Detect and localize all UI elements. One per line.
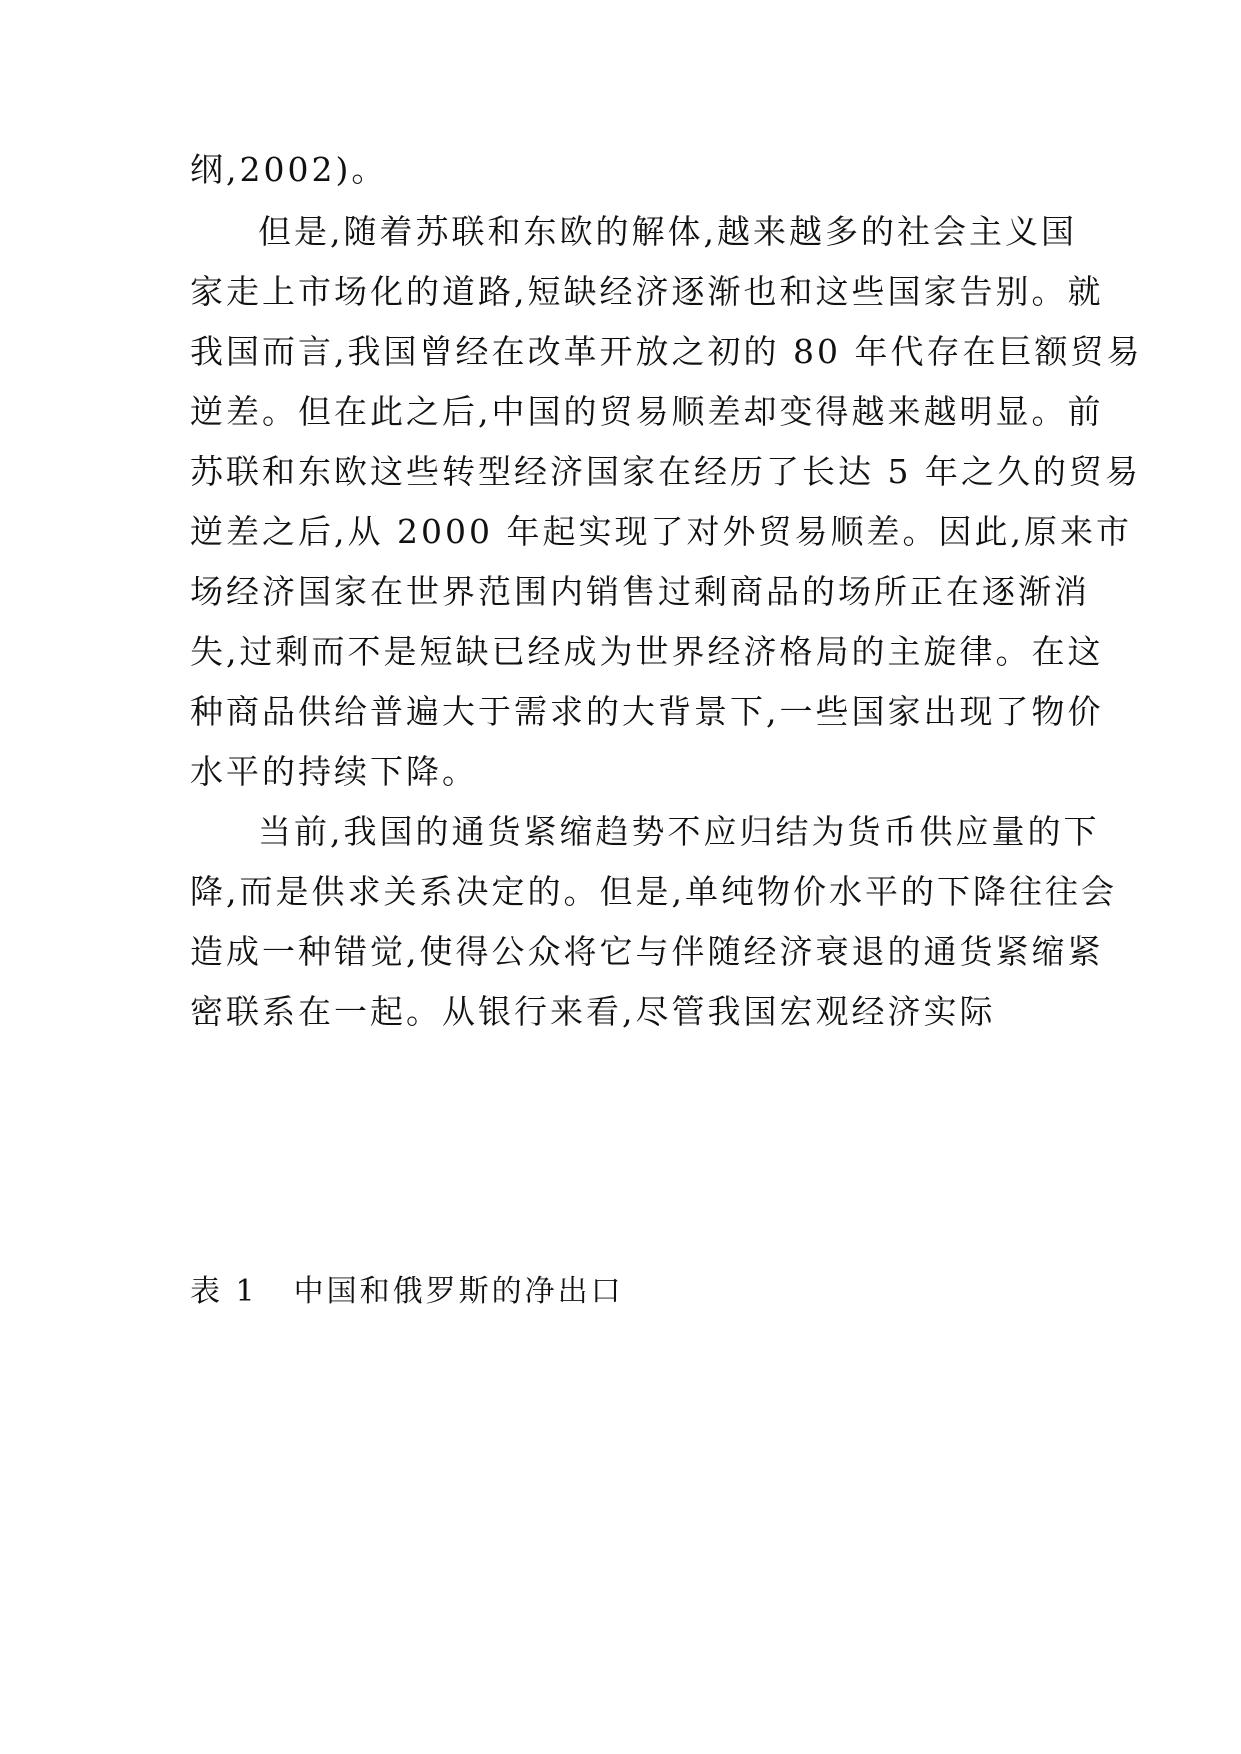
table-caption: [190, 1272, 624, 1312]
paragraph-line: 我国而言,我国曾经在改革开放之初的 80 年代存在巨额贸易: [190, 332, 1143, 371]
paragraph-line: 但是,随着苏联和东欧的解体,越来越多的社会主义国: [258, 212, 1077, 251]
paragraph-line: 纲,2002)。: [190, 150, 388, 189]
paragraph-line: 失,过剩而不是短缺已经成为世界经济格局的主旋律。在这: [190, 632, 1104, 671]
paragraph-line: 水平的持续下降。: [190, 752, 478, 791]
paragraph-line: 密联系在一起。从银行来看,尽管我国宏观经济实际: [190, 992, 996, 1031]
table-caption-label: 表 1: [190, 1274, 258, 1309]
paragraph-line: 场经济国家在世界范围内销售过剩商品的场所正在逐渐消: [190, 572, 1090, 611]
paragraph-line: 当前,我国的通货紧缩趋势不应归结为货币供应量的下: [258, 812, 1100, 851]
paragraph-line: 降,而是供求关系决定的。但是,单纯物价水平的下降往往会: [190, 872, 1117, 911]
paragraph-line: 造成一种错觉,使得公众将它与伴随经济衰退的通货紧缩紧: [190, 932, 1104, 971]
paragraph-line: 家走上市场化的道路,短缺经济逐渐也和这些国家告别。就: [190, 272, 1104, 311]
paragraph-line: 种商品供给普遍大于需求的大背景下,一些国家出现了物价: [190, 692, 1104, 731]
table-caption-title: 中国和俄罗斯的净出口: [293, 1274, 624, 1309]
paragraph-line: 逆差之后,从 2000 年起实现了对外贸易顺差。因此,原来市: [190, 512, 1132, 551]
paragraph-line: 逆差。但在此之后,中国的贸易顺差却变得越来越明显。前: [190, 392, 1104, 431]
paragraph-line: 苏联和东欧这些转型经济国家在经历了长达 5 年之久的贸易: [190, 452, 1141, 491]
